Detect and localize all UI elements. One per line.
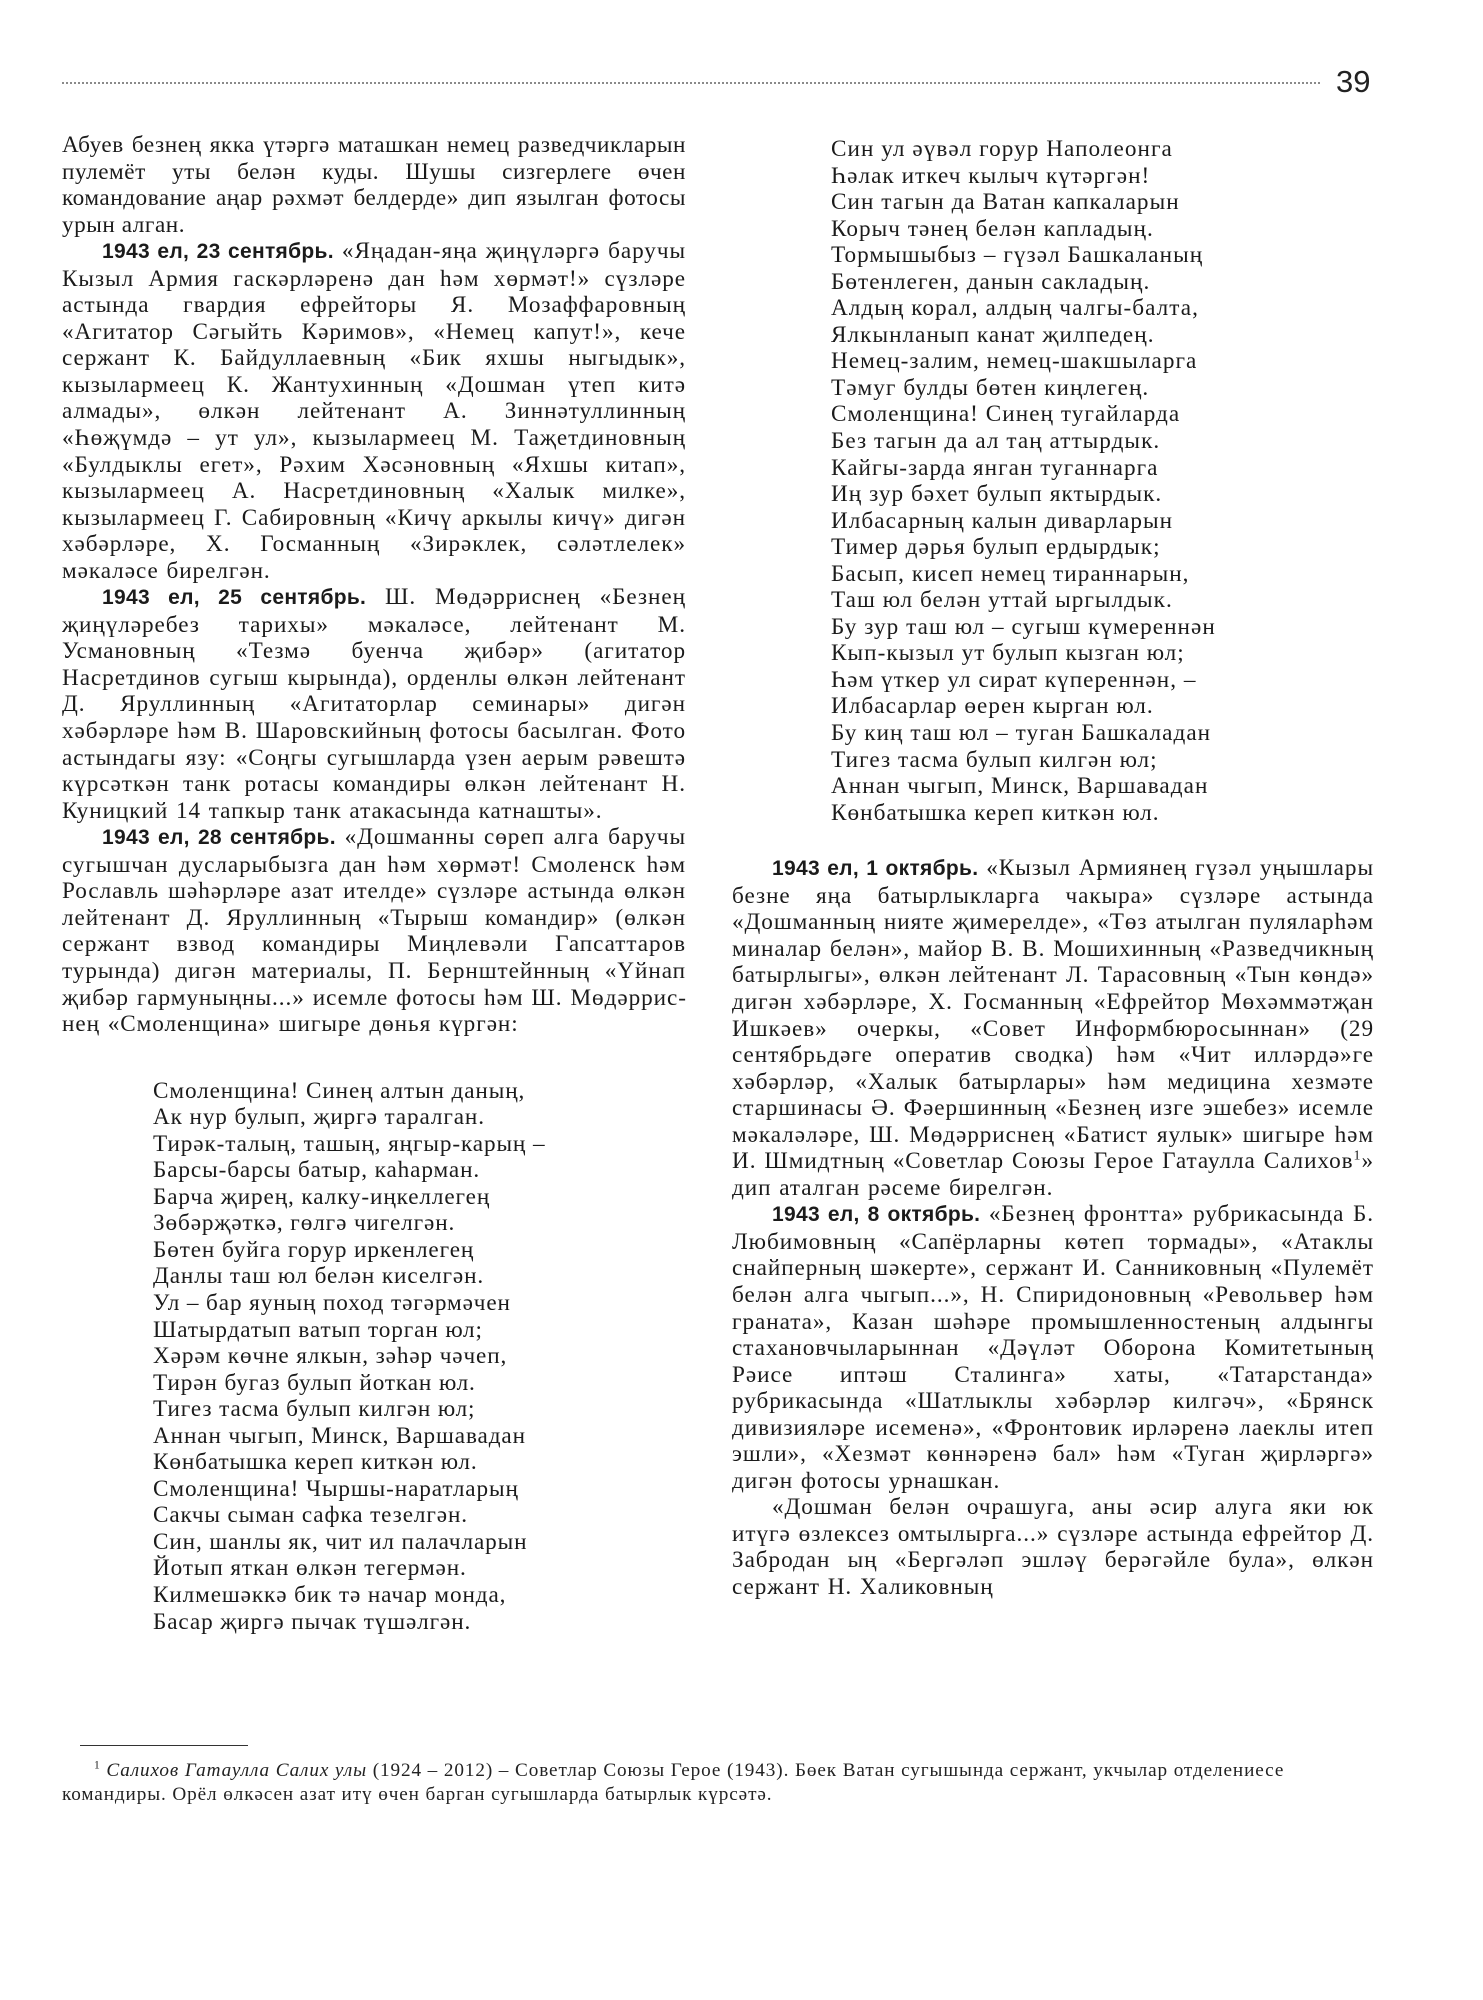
footnote-text: (1924 – 2012) – Советлар Союзы Герое (1943). Бөек Ватан сугышында сержант, укчылар отделениесе командиры. Орёл өлкәсен азат итү өчен барган сугышларда батырлык күрсәтә. — [62, 1760, 1285, 1805]
poem-line: Смоленщина! Синең тугайларда — [831, 401, 1181, 428]
footnote-name: Салихов Гатаулла Салих улы — [106, 1760, 367, 1781]
poem-line: Килмешәккә бик тә начар монда, — [153, 1581, 507, 1608]
right-column — [732, 132, 1374, 1601]
entry-text: «Дошманны сөреп алга баручы сугышчан дусларыбызга дан һәм хөрмәт! Смоленск һәм Рославль шәһәрләре азат ителде» сүзләре астында өлкән лейтенант Д. Яруллинның «Тырыш командир» (өлкән сержант взвод командиры Миңлевәли Гапсаттаров турында) дигән материалы, П. Бернштейнның «Үйнап җибәр гармуныңны...» исемле фотосы һәм Ш. Мөдәрриснең «Смоленщина» шигыре дөнья күргән: — [62, 824, 686, 1038]
poem-line: Шатырдатып ватып торган юл; — [153, 1316, 483, 1343]
poem-smolenshchina-part-1 — [153, 1078, 686, 1635]
poem-line: Корыч тәнең белән капладың. — [831, 215, 1154, 242]
poem-line: Смоленщина! Чыршы-наратларың — [153, 1475, 519, 1502]
entry-1943-10-01 — [732, 855, 1374, 1201]
header-rule — [62, 82, 1320, 84]
entry-text: «Яңадан-яңа җиңүләргә баручы Кызыл Армия гаскәрләренә дан һәм хөрмәт!» сүзләре астында гвардия ефрейторы Я. Мозаффаровның «Агитатор Сәгыйть Кәримов», «Немец капут!», кече сержант К. Байдуллаевның «Бик яхшы ныгыдык», кызылармеец К. Жантухинның «Дошман үтеп китә алмады», өлкән лейтенант А. Зиннәтуллинның «Һөҗүмдә – ут ул», кызылармеец М. Таҗетдиновның «Булдыклы егет», Рәхим Хәсәновның «Яхшы китап», кызылармеец А. Насретдиновның «Халык милке», кызылармеец Г. Сабировның «Кичү аркылы кичү» дигән хәбәрләре, Х. Госманның «Зирәклек, сәләтлелек» мәкаләсе бирелгән. — [62, 238, 686, 584]
entry-date: 1943 ел, 28 сентябрь. — [102, 826, 336, 850]
entry-text: «Безнең фронтта» рубрикасында Б. Любимовның «Сапёрларны көтеп тормады», «Атаклы снайперның шәкерте», сержант И. Санниковның «Пулемёт белән алга чыгып...», Н. Спиридоновның «Револьвер һәм граната», Казан шәһәре промышленностеның алдынгы стахановчыларыннан «Дәүләт Оборона Комитетының Рәисе иптәш Сталинга» хаты, «Татарстанда» рубрикасында «Шатлыклы хәбәрләр килгәч», «Брянск дивизияләре исеменә», «Фронтовик ирләренә лаеклы итеп эшли», «Хезмәт көннәренә бал» һәм «Туган җирләргә» дигән фотосы урнашкан. — [732, 1201, 1374, 1494]
poem-line: Хәрәм көчне ялкын, зәһәр чәчеп, — [153, 1343, 508, 1370]
poem-line: Басар җиргә пычак түшәлгән. — [153, 1608, 472, 1635]
entry-text: Ш. Мөдәрриснең «Безнең җиңүләребез тарихы» мәкаләсе, лейтенант М. Усмановның «Тезмә буенча җибәр» (агитатор Насретдинов сугыш кырында), орденлы өлкән лейтенант Д. Яруллинның «Агитаторлар семинары» дигән хәбәрләре һәм В. Шаровскийның фотосы басылган. Фото астындагы язу: «Соңгы сугышларда үзен аерым рәвештә күрсәткән танк ротасы командиры өлкән лейтенант Н. Куницкий 14 тапкыр танк атакасында катнашты». — [62, 584, 686, 824]
footnote-ref[interactable]: 1 — [1353, 1148, 1362, 1164]
entry-date: 1943 ел, 25 сентябрь. — [102, 586, 367, 610]
poem-line: Тигез тасма булып килгән юл; — [831, 746, 1158, 773]
poem-line: Тирән бугаз булып йоткан юл. — [153, 1369, 476, 1396]
entry-date: 1943 ел, 23 сентябрь. — [102, 240, 334, 264]
poem-line: Ялкынланып канат җилпедең. — [831, 321, 1155, 348]
poem-line: Барсы-барсы батыр, каһарман. — [153, 1157, 481, 1184]
poem-line: Аннан чыгып, Минск, Варшавадан — [153, 1422, 526, 1449]
poem-line: Басып, кисеп немец тираннарын, — [831, 560, 1190, 587]
poem-line: Кып-кызыл ут булып кызган юл; — [831, 640, 1185, 667]
poem-line: Иң зур бәхет булып яктырдык. — [831, 481, 1163, 508]
paragraph: «Дошман белән очрашуга, аны әсир алуга яки юк итүгә өзлексез омтылырга...» сүзләре астында ефрейтор Д. Забродан ың «Бергәләп эшләү берәгәйле була», өлкән сержант Н. Халиковның — [732, 1494, 1374, 1600]
poem-line: Бу киң таш юл – туган Башкаладан — [831, 720, 1212, 747]
paragraph: Абуев безнең якка үтәргә маташкан немец разведчикларын пулемёт уты белән куды. Шушы сизгерлеге өчен командование аңар рәхмәт белдерде» дип язылган фотосы урын алган. — [62, 132, 686, 238]
poem-line: Илбасарның калын диварларын — [831, 507, 1174, 534]
poem-line: Тимер дәрья булып ердырдык; — [831, 534, 1161, 561]
entry-1943-10-08 — [732, 1201, 1374, 1494]
poem-line: Көнбатышка кереп киткән юл. — [831, 799, 1160, 826]
entry-date: 1943 ел, 8 октябрь. — [772, 1203, 981, 1227]
entry-date: 1943 ел, 1 октябрь. — [772, 857, 979, 881]
page-number: 39 — [1336, 64, 1371, 99]
footnote — [62, 1759, 1352, 1807]
left-column — [62, 132, 686, 1635]
poem-line: Алдың корал, алдың чалгы-балта, — [831, 295, 1199, 322]
poem-line: Тирәк-талың, ташың, яңгыр-карың – — [153, 1130, 546, 1157]
footnote-rule — [80, 1745, 248, 1746]
poem-line: Бу зур таш юл – сугыш күмереннән — [831, 613, 1216, 640]
poem-line: Син, шанлы як, чит ил палачларын — [153, 1528, 528, 1555]
entry-text-end: » дип аталган рәсеме бирелгән. — [732, 1148, 1374, 1201]
poem-line: Смоленщина! Синең алтын даның, — [153, 1077, 526, 1104]
poem-line: Немец-залим, немец-шакшыларга — [831, 348, 1198, 375]
poem-line: Син ул әүвәл горур Наполеонга — [831, 136, 1173, 162]
entry-1943-09-25 — [62, 584, 686, 824]
poem-line: Һәм үткер ул сират күпереннән, – — [831, 666, 1197, 693]
entry-1943-09-28 — [62, 824, 686, 1037]
poem-line: Илбасарлар өерен кырган юл. — [831, 693, 1154, 720]
entry-text: «Кызыл Армиянең гүзәл уңышлары безне яңа батырлыкларга чакыра» сүзләре астында «Дошманның нияте җимерелде», «Төз атылган пуляларһәм миналар белән», майор В. В. Мошихинның «Разведчикның батырлыгы», өлкән лейтенант Л. Тарасовның «Тын көндә» дигән хәбәрләре, Х. Госманның «Ефрейтор Мөхәммәтҗан Ишкәев» очеркы, «Совет Информбюросыннан» (29 сентябрьдәге оператив сводка) һәм «Чит илләрдә»ге хәбәрләр, «Халык батырлары» һәм медицина хезмәте старшинасы Ә. Фәершинның «Безнең изге эшебез» исемле мәкаләләре, Ш. Мөдәрриснең «Батист яулык» шигыре һәм И. Шмидтның «Советлар Союзы Герое Гатаулла Салихов — [732, 855, 1374, 1175]
poem-line: Һәлак иткеч кылыч күтәргән! — [831, 162, 1151, 189]
poem-line: Көнбатышка кереп киткән юл. — [153, 1449, 478, 1476]
poem-line: Бөтенлеген, данын сакладың. — [831, 268, 1151, 295]
poem-line: Тәмуг булды бөтен киңлегең. — [831, 374, 1150, 401]
poem-line: Йотып яткан өлкән тегермән. — [153, 1555, 467, 1582]
poem-line: Син тагын да Ватан капкаларын — [831, 189, 1180, 216]
poem-line: Без тагын да ал таң аттырдык. — [831, 428, 1161, 455]
poem-line: Тормышыбыз – гүзәл Башкаланың — [831, 242, 1204, 269]
poem-line: Бөтен буйга горур иркенлегең — [153, 1236, 475, 1263]
entry-1943-09-23 — [62, 238, 686, 584]
poem-line: Аннан чыгып, Минск, Варшавадан — [831, 773, 1209, 800]
poem-line: Барча җирең, калку-иңкеллегең — [153, 1183, 491, 1210]
poem-line: Сакчы сыман сафка тезелгән. — [153, 1502, 468, 1529]
poem-line: Ак нур булып, җиргә таралган. — [153, 1104, 485, 1131]
footnote-marker: 1 — [94, 1759, 101, 1772]
poem-line: Таш юл белән уттай ыргылдык. — [831, 587, 1173, 614]
poem-line: Данлы таш юл белән киселгән. — [153, 1263, 485, 1290]
poem-line: Зөбәрҗәткә, гөлгә чигелгән. — [153, 1210, 456, 1237]
poem-line: Тигез тасма булып килгән юл; — [153, 1396, 476, 1423]
poem-smolenshchina-part-2 — [831, 136, 1374, 826]
poem-line: Ул – бар яуның поход тәгәрмәчен — [153, 1289, 511, 1316]
poem-line: Кайгы-зарда янган туганнарга — [831, 454, 1159, 481]
section-gap — [732, 826, 1374, 855]
